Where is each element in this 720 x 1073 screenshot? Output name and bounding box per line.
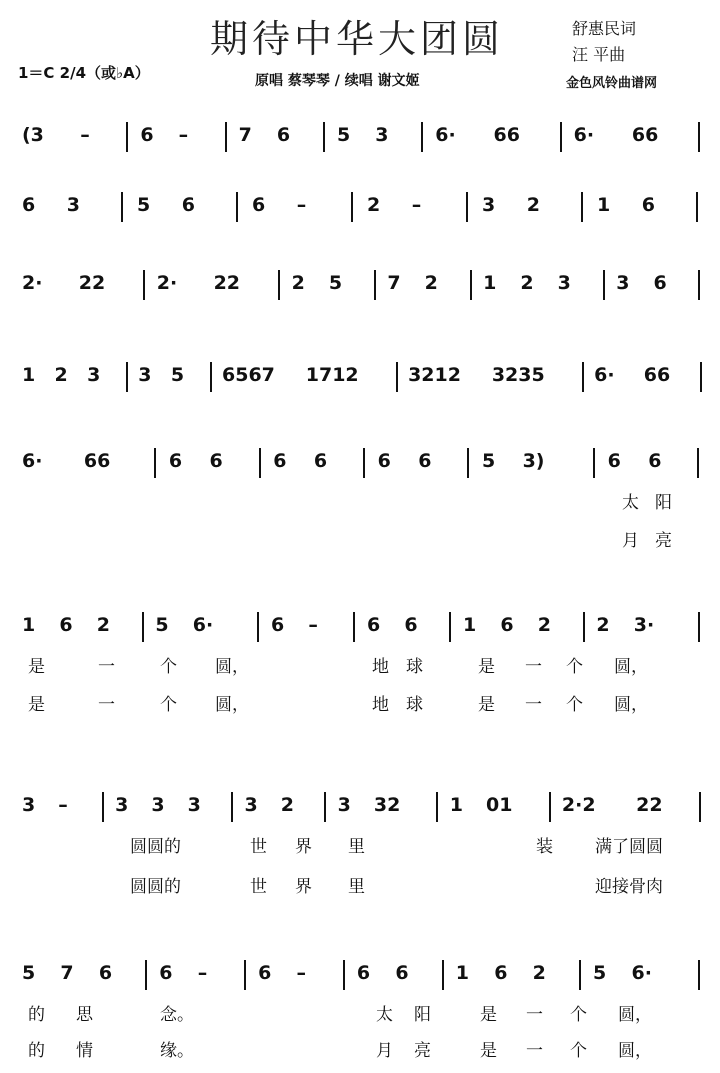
lyrics-5b (0, 526, 720, 552)
note: 3 (557, 272, 571, 294)
lyric-char: 一 (98, 657, 115, 677)
bar-line (698, 960, 700, 990)
note: 3 (244, 794, 258, 816)
note: 6· (192, 614, 214, 636)
bar-line (466, 192, 468, 222)
note: 6· (594, 364, 615, 386)
note: 6 (209, 450, 223, 472)
lyric-char: 是 (480, 1005, 497, 1025)
singer-credits: 原唱 蔡琴琴 / 续唱 谢文姬 (255, 73, 420, 89)
note: 2 (532, 962, 546, 984)
lyric-char: 圆圆的 (130, 877, 181, 897)
note: (3 (22, 124, 44, 146)
note: 5 (137, 194, 151, 216)
lyricist: 舒惠民词 (572, 19, 637, 38)
lyric-char: 圆圆的 (130, 837, 181, 857)
note: 22 (78, 272, 106, 294)
lyric-char: 月 (622, 531, 639, 551)
note: 5 (22, 962, 36, 984)
score-row-3 (14, 270, 710, 322)
lyric-char: 是 (28, 657, 45, 677)
note: 2 (537, 614, 551, 636)
bar-line (231, 792, 233, 822)
note: 1 (449, 794, 464, 816)
song-title: 期待中华大团圆 (210, 17, 505, 61)
note: 2· (156, 272, 178, 294)
note: 6 (494, 962, 508, 984)
note: 1 (463, 614, 477, 636)
bar-line (324, 792, 326, 822)
note: 3 (87, 364, 101, 386)
note: 2 (424, 272, 438, 294)
note: 7 (387, 272, 401, 294)
lyric-char: 是 (480, 1041, 497, 1061)
note: 6 (168, 450, 183, 472)
bar-line (154, 448, 156, 478)
bar-line (244, 960, 246, 990)
composer: 汪 平曲 (572, 45, 626, 64)
bar-line (102, 792, 104, 822)
note: – (411, 194, 422, 216)
note: 6 (653, 272, 667, 294)
bar-line (210, 362, 212, 392)
lyric-char: 个 (566, 695, 583, 715)
bar-line (560, 122, 562, 152)
score-row-4 (14, 362, 710, 414)
note: 6· (22, 450, 43, 472)
lyric-char: 一 (526, 1041, 543, 1061)
note: 5 (336, 124, 351, 146)
lyric-char: 的 (28, 1041, 45, 1061)
note: 3 (482, 194, 496, 216)
lyrics-5a (0, 488, 720, 514)
bar-line (421, 122, 423, 152)
note: 6 (500, 614, 514, 636)
note: 66 (643, 364, 671, 386)
lyrics-6a (0, 652, 720, 678)
lyric-char: 满了圆圆 (595, 837, 663, 857)
note: 5 (328, 272, 343, 294)
note: 01 (486, 794, 513, 816)
note: 6 (404, 614, 418, 636)
note: 7 (60, 962, 74, 984)
note: 22 (213, 272, 241, 294)
lyric-char: 是 (28, 695, 45, 715)
lyric-char: 一 (525, 657, 542, 677)
lyric-char: 装 (536, 837, 553, 857)
lyric-char: 球 (406, 657, 423, 677)
note: 1 (22, 364, 36, 386)
bar-line (603, 270, 605, 300)
lyric-char: 是 (478, 657, 495, 677)
lyric-char: 个 (570, 1041, 587, 1061)
note: 6 (252, 194, 266, 216)
bar-line (143, 270, 145, 300)
bar-line (353, 612, 355, 642)
note: 3 (337, 794, 351, 816)
note: 66 (631, 124, 659, 146)
lyric-char: 一 (98, 695, 115, 715)
note: 6· (573, 124, 595, 146)
lyric-char: 念。 (160, 1005, 194, 1025)
lyrics-8a (0, 1000, 720, 1026)
note: 5 (482, 450, 496, 472)
lyric-char: 圆， (614, 657, 648, 677)
note: 6567 (222, 364, 275, 386)
note: 7 (238, 124, 252, 146)
lyric-char: 个 (160, 695, 177, 715)
score-row-1 (14, 122, 710, 174)
lyric-char: 圆， (614, 695, 648, 715)
lyric-char: 太 (376, 1005, 393, 1025)
note: 6 (356, 962, 371, 984)
lyric-char: 迎接骨肉 (595, 877, 663, 897)
lyric-char: 界 (295, 837, 312, 857)
lyric-char: 思 (76, 1005, 93, 1025)
bar-line (259, 448, 261, 478)
lyric-char: 是 (478, 695, 495, 715)
note: 3 (616, 272, 630, 294)
bar-line (700, 362, 702, 392)
lyric-char: 世 (250, 877, 267, 897)
lyric-char: 圆， (215, 695, 249, 715)
bar-line (142, 612, 144, 642)
bar-line (699, 792, 701, 822)
bar-line (698, 270, 700, 300)
note: 66 (493, 124, 520, 146)
bar-line (278, 270, 280, 300)
note: 5 (170, 364, 185, 386)
bar-line (363, 448, 365, 478)
lyrics-7a (0, 832, 720, 858)
note: – (80, 124, 90, 146)
bar-line (581, 192, 583, 222)
lyric-char: 阳 (414, 1005, 431, 1025)
bar-line (549, 792, 551, 822)
lyric-char: 一 (525, 695, 542, 715)
note: 5 (155, 614, 169, 636)
note: 6 (377, 450, 391, 472)
lyrics-8b (0, 1036, 720, 1062)
bar-line (579, 960, 581, 990)
note: 6 (418, 450, 432, 472)
lyric-char: 地 (372, 657, 389, 677)
lyric-char: 月 (376, 1041, 393, 1061)
note: 6 (607, 450, 621, 472)
note: – (58, 794, 68, 816)
note: 3212 (408, 364, 461, 386)
score-row-2 (14, 192, 710, 244)
note: 6· (631, 962, 652, 984)
bar-line (236, 192, 238, 222)
note: 6 (395, 962, 409, 984)
source-site: 金色风铃曲谱网 (566, 76, 658, 91)
note: 1 (597, 194, 611, 216)
lyric-char: 个 (570, 1005, 587, 1025)
bar-line (121, 192, 123, 222)
note: – (296, 962, 307, 984)
lyric-char: 阳 (655, 493, 672, 513)
lyric-char: 缘。 (160, 1041, 194, 1061)
note: 2· (22, 272, 43, 294)
note: 6 (270, 614, 285, 636)
bar-line (374, 270, 376, 300)
note: 3· (633, 614, 655, 636)
bar-line (583, 612, 585, 642)
bar-line (126, 362, 128, 392)
note: 2·2 (561, 794, 596, 816)
bar-line (225, 122, 227, 152)
note: 1 (22, 614, 36, 636)
lyrics-6b (0, 690, 720, 716)
note: 66 (83, 450, 111, 472)
bar-line (442, 960, 444, 990)
lyric-char: 亮 (655, 531, 672, 551)
note: 1 (455, 962, 469, 984)
note: 6 (367, 614, 381, 636)
bar-line (257, 612, 259, 642)
bar-line (126, 122, 128, 152)
bar-line (436, 792, 438, 822)
bar-line (323, 122, 325, 152)
note: 2 (526, 194, 540, 216)
note: 3 (187, 794, 201, 816)
note: – (296, 194, 307, 216)
lyric-char: 界 (295, 877, 312, 897)
lyric-char: 情 (76, 1041, 93, 1061)
lyric-char: 里 (348, 877, 365, 897)
bar-line (467, 448, 469, 478)
lyric-char: 太 (622, 493, 639, 513)
note: 6 (181, 194, 195, 216)
note: 3 (138, 364, 152, 386)
lyric-char: 圆， (618, 1041, 652, 1061)
note: 6 (98, 962, 113, 984)
note: 2 (96, 614, 110, 636)
bar-line (351, 192, 353, 222)
note: 6 (59, 614, 73, 636)
note: 1712 (305, 364, 359, 386)
note: 1 (483, 272, 497, 294)
note: 32 (373, 794, 401, 816)
bar-line (696, 192, 698, 222)
note: 2 (54, 364, 68, 386)
lyric-char: 里 (348, 837, 365, 857)
note: 3) (522, 450, 545, 472)
bar-line (449, 612, 451, 642)
key-signature: 1＝C 2/4（或♭A） (18, 64, 150, 82)
note: 22 (636, 794, 663, 816)
bar-line (343, 960, 345, 990)
bar-line (698, 612, 700, 642)
note: 3 (375, 124, 389, 146)
note: 6 (273, 450, 287, 472)
note: 6 (22, 194, 36, 216)
note: 6 (648, 450, 662, 472)
bar-line (697, 448, 699, 478)
lyrics-7b (0, 872, 720, 898)
lyric-char: 圆， (618, 1005, 652, 1025)
note: 3235 (491, 364, 545, 386)
note: 3 (66, 194, 80, 216)
lyric-char: 的 (28, 1005, 45, 1025)
note: 5 (593, 962, 607, 984)
note: – (308, 614, 318, 636)
bar-line (470, 270, 472, 300)
bar-line (396, 362, 398, 392)
note: 6 (313, 450, 328, 472)
bar-line (145, 960, 147, 990)
note: 6 (258, 962, 272, 984)
lyric-char: 个 (566, 657, 583, 677)
note: 3 (22, 794, 36, 816)
note: 2 (596, 614, 610, 636)
note: 6 (276, 124, 291, 146)
note: 6· (435, 124, 456, 146)
note: 2 (520, 272, 534, 294)
lyric-char: 球 (406, 695, 423, 715)
bar-line (593, 448, 595, 478)
lyric-char: 地 (372, 695, 389, 715)
lyric-char: 圆， (215, 657, 249, 677)
note: 2 (280, 794, 294, 816)
bar-line (698, 122, 700, 152)
note: 3 (115, 794, 129, 816)
note: – (197, 962, 208, 984)
note: 3 (151, 794, 165, 816)
note: 2 (291, 272, 305, 294)
note: 6 (159, 962, 173, 984)
note: 2 (367, 194, 381, 216)
note: 6 (641, 194, 655, 216)
note: 6 (140, 124, 154, 146)
lyric-char: 一 (526, 1005, 543, 1025)
note: – (178, 124, 189, 146)
lyric-char: 个 (160, 657, 177, 677)
bar-line (582, 362, 584, 392)
lyric-char: 亮 (414, 1041, 431, 1061)
lyric-char: 世 (250, 837, 267, 857)
